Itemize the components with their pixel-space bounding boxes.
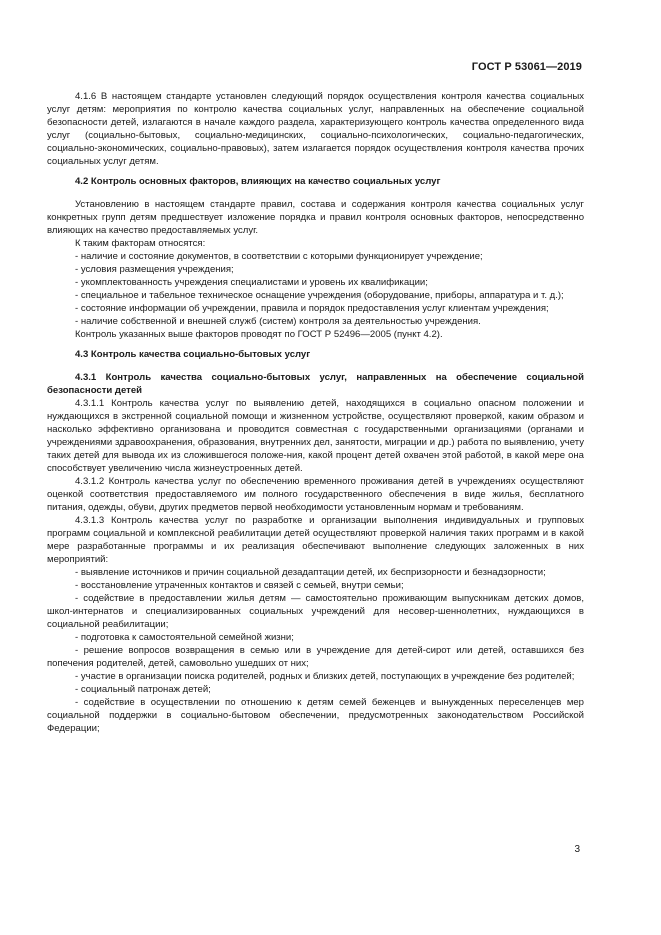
paragraph: - участие в организации поиска родителей, родных и близких детей, поступающих в учреждение без родителей; — [75, 671, 575, 682]
paragraph: - наличие и состояние документов, в соответствии с которыми функционирует учреждение; — [75, 251, 483, 262]
paragraph: 4.1.6 В настоящем стандарте установлен следующий порядок осуществления контроля качества социальных услуг детям: мероприятия по контролю качества социальных услуг, направленных на обеспечение социальной безопасности детей, излагаются в начале каждого раздела, характеризующего контроль качества определенного вида услуг (социально-бытовых, социально-медицинских, социально-психологических, социально-педагогических, социально-экономических, социально-правовых), затем излагается порядок осуществления контроля качества прочих социальных услуг детям. — [47, 91, 584, 167]
standard-header: ГОСТ Р 53061—2019 — [471, 61, 582, 73]
paragraph: К таким факторам относятся: — [75, 238, 206, 249]
paragraph: - состояние информации об учреждении, правила и порядок предоставления услуг клиентам учреждения; — [75, 303, 549, 314]
paragraph: - восстановление утраченных контактов и связей с семьей, внутри семьи; — [75, 580, 404, 591]
paragraph: Контроль указанных выше факторов проводят по ГОСТ Р 52496—2005 (пункт 4.2). — [75, 329, 443, 340]
paragraph: - решение вопросов возвращения в семью или в учреждение для детей-сирот или детей, оставшихся без попечения родителей, детей, самовольно ушедших от них; — [47, 645, 584, 669]
paragraph: - социальный патронаж детей; — [75, 684, 211, 695]
paragraph: - подготовка к самостоятельной семейной жизни; — [75, 632, 294, 643]
spacer — [47, 168, 584, 175]
paragraph: - специальное и табельное техническое оснащение учреждения (оборудование, приборы, аппаратура и т. д.); — [75, 290, 564, 301]
spacer — [47, 188, 584, 198]
section-heading: 4.3 Контроль качества социально-бытовых услуг — [75, 349, 311, 360]
paragraph: - наличие собственной и внешней служб (систем) контроля за деятельностью учреждения. — [75, 316, 481, 327]
page-number: 3 — [574, 844, 580, 855]
spacer — [47, 361, 584, 371]
paragraph: - условия размещения учреждения; — [75, 264, 234, 275]
paragraph: - укомплектованность учреждения специалистами и уровень их квалификации; — [75, 277, 428, 288]
paragraph: 4.3.1.2 Контроль качества услуг по обеспечению временного проживания детей в учреждениях осуществляют оценкой соответствия предоставляемого им полного государственного обеспечения в виде жилья, бесплатного питания, одежды, обуви, других предметов первой необходимости установленным нормам и требованиям. — [47, 476, 584, 513]
paragraph: - содействие в осуществлении по отношению к детям семей беженцев и вынужденных переселенцев мер социальной поддержки в социально-бытовом обеспечении, предусмотренных законодательством Российской Федерации; — [47, 697, 584, 734]
document-body — [47, 90, 584, 735]
paragraph: - выявление источников и причин социальной дезадаптации детей, их беспризорности и безнадзорности; — [75, 567, 546, 578]
spacer — [47, 341, 584, 348]
paragraph: - содействие в предоставлении жилья детям — самостоятельно проживающим выпускникам детских домов, школ-интернатов и специализированных социальных учреждений для несовер-шеннолетних, нуждающихся в социальной реабилитации; — [47, 593, 584, 630]
paragraph: 4.3.1.1 Контроль качества услуг по выявлению детей, находящихся в социально опасном положении и нуждающихся в экстренной социальной помощи и жизненном устройстве, осуществляют проверкой, каким образом и насколько эффективно организована и проводится совместная с государственными организациями (органами и учреждениями здравоохранения, образования, внутренних дел, занятости, миграции и др.) работа по выявлению, учету таких детей для вывода их из сложившегося положе-ния, какой процент детей охвачен этой работой, в какой мере она способствует увеличению числа жизнеустроенных детей. — [47, 398, 584, 474]
section-heading: 4.3.1 Контроль качества социально-бытовых услуг, направленных на обеспечение социальной безопасности детей — [47, 372, 584, 396]
paragraph: Установлению в настоящем стандарте правил, состава и содержания контроля качества социальных услуг конкретных групп детям предшествует изложение порядка и правил контроля основных факторов, непосредственно влияющих на качество предоставляемых услуг. — [47, 199, 584, 236]
section-heading: 4.2 Контроль основных факторов, влияющих на качество социальных услуг — [75, 176, 441, 187]
paragraph: 4.3.1.3 Контроль качества услуг по разработке и организации выполнения индивидуальных и групповых программ социальной и комплексной реабилитации детей осуществляют проверкой наличия таких программ и в какой мере разработанные программы и их реализация обеспечивают выполнение следующих заложенных в них мероприятий: — [47, 515, 584, 565]
